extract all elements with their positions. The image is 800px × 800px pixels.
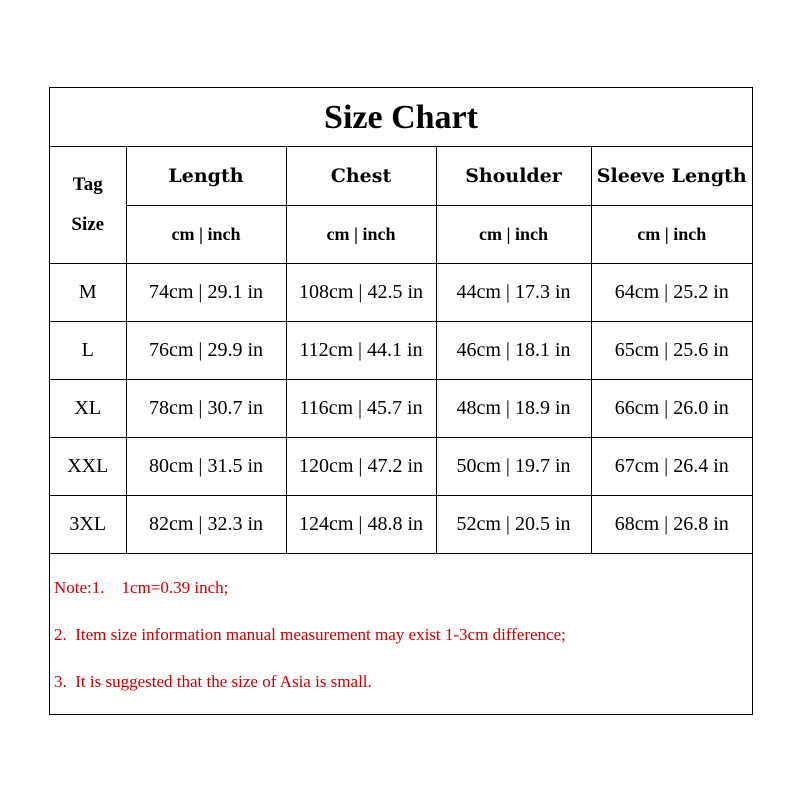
unit-label-shoulder: cm | inch [436, 205, 591, 263]
length-cell: 80cm | 31.5 in [126, 437, 286, 495]
chest-cell: 124cm | 48.8 in [286, 495, 436, 553]
unit-label-length: cm | inch [126, 205, 286, 263]
size-cell: XL [50, 379, 126, 437]
table-row [50, 495, 752, 553]
note-line: 2. Item size information manual measurement may exist 1-3cm difference; [54, 625, 566, 644]
table-row [50, 437, 752, 495]
table-row [50, 379, 752, 437]
shoulder-cell: 44cm | 17.3 in [436, 263, 591, 321]
chest-cell: 108cm | 42.5 in [286, 263, 436, 321]
size-cell: M [50, 263, 126, 321]
tag-size-line1: Tag [72, 173, 103, 195]
length-cell: 74cm | 29.1 in [126, 263, 286, 321]
note-line: Note:1. 1cm=0.39 inch; [54, 578, 229, 597]
shoulder-cell: 50cm | 19.7 in [436, 437, 591, 495]
column-header-sleeve-length: Sleeve Length [591, 147, 752, 205]
chest-cell: 120cm | 47.2 in [286, 437, 436, 495]
chart-title: Size Chart [50, 88, 752, 147]
note-line: 3. It is suggested that the size of Asia is small. [54, 672, 372, 691]
size-cell: XXL [50, 437, 126, 495]
shoulder-cell: 52cm | 20.5 in [436, 495, 591, 553]
sleeve-cell: 67cm | 26.4 in [591, 437, 752, 495]
size-cell: L [50, 321, 126, 379]
size-cell: 3XL [50, 495, 126, 553]
chest-cell: 112cm | 44.1 in [286, 321, 436, 379]
tag-size-line2: Size [71, 213, 105, 235]
length-cell: 76cm | 29.9 in [126, 321, 286, 379]
header-row [50, 147, 752, 205]
column-header-shoulder: Shoulder [436, 147, 591, 205]
unit-label-chest: cm | inch [286, 205, 436, 263]
sleeve-cell: 68cm | 26.8 in [591, 495, 752, 553]
table-row [50, 321, 752, 379]
column-header-chest: Chest [286, 147, 436, 205]
sleeve-cell: 64cm | 25.2 in [591, 263, 752, 321]
column-header-length: Length [126, 147, 286, 205]
sleeve-cell: 65cm | 25.6 in [591, 321, 752, 379]
tag-size-header [50, 147, 126, 263]
size-table [50, 147, 752, 554]
unit-label-sleeve: cm | inch [591, 205, 752, 263]
chest-cell: 116cm | 45.7 in [286, 379, 436, 437]
length-cell: 82cm | 32.3 in [126, 495, 286, 553]
table-row [50, 263, 752, 321]
unit-row [50, 205, 752, 263]
shoulder-cell: 46cm | 18.1 in [436, 321, 591, 379]
sleeve-cell: 66cm | 26.0 in [591, 379, 752, 437]
length-cell: 78cm | 30.7 in [126, 379, 286, 437]
shoulder-cell: 48cm | 18.9 in [436, 379, 591, 437]
size-chart [49, 87, 753, 715]
